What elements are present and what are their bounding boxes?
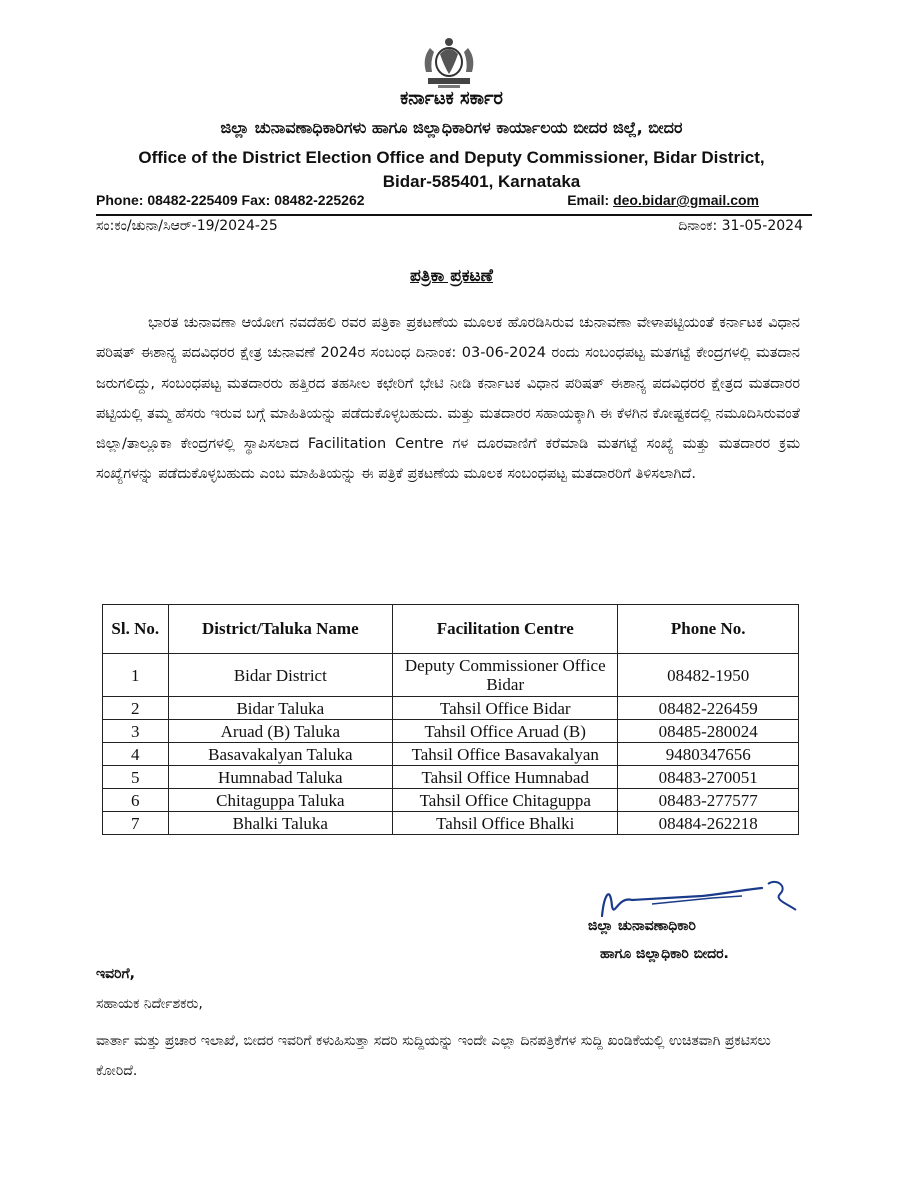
table-row xyxy=(103,720,799,743)
recipient-salutation: ಇವರಿಗೆ, xyxy=(96,966,135,982)
heading-text: ಪತ್ರಿಕಾ ಪ್ರಕಟಣೆ xyxy=(410,266,493,286)
cell-phone: 08483-270051 xyxy=(618,766,799,789)
cell-slno: 4 xyxy=(103,743,169,766)
cell-name: Basavakalyan Taluka xyxy=(168,743,393,766)
cell-phone: 08483-277577 xyxy=(618,789,799,812)
email-block xyxy=(567,192,759,208)
cell-centre: Tahsil Office Chitaguppa xyxy=(393,789,618,812)
cell-phone: 08485-280024 xyxy=(618,720,799,743)
recipient-department: ವಾರ್ತಾ ಮತ್ತು ಪ್ರಚಾರ ಇಲಾಖೆ, ಬೀದರ ಇವರಿಗೆ ಕಳುಹಿಸುತ್ತಾ ಸದರಿ ಸುದ್ದಿಯನ್ನು ಇಂದೇ ಎಲ್ಲಾ ದಿನಪತ್ರಿಕೆಗಳ ಸುದ್ದಿ ಖಂಡಿಕೆಯಲ್ಲಿ ಉಚಿತವಾಗಿ ಪ್ರಕಟಿಸಲು ಕೋರಿದೆ. xyxy=(96,1033,771,1079)
reference-number: ಸಂ:ಕಂ/ಚುನಾ/ಸಿಆರ್-19/2024-25 xyxy=(96,218,278,234)
table-row xyxy=(103,789,799,812)
body-paragraph: ಭಾರತ ಚುನಾವಣಾ ಆಯೋಗ ನವದೆಹಲಿ ರವರ ಪತ್ರಿಕಾ ಪ್ರಕಟಣೆಯ ಮೂಲಕ ಹೊರಡಿಸಿರುವ ಚುನಾವಣಾ ವೇಳಾಪಟ್ಟಿಯಂತೆ ಕರ್ನಾಟಕ ವಿಧಾನ ಪರಿಷತ್ ಈಶಾನ್ಯ ಪದವಿಧರರ ಕ್ಷೇತ್ರ ಚುನಾವಣೆ 2024ರ ಸಂಬಂಧ ದಿನಾಂಕ: 03-06-2024 ರಂದು ಸಂಬಂಧಪಟ್ಟ ಮತಗಟ್ಟೆ ಕೇಂದ್ರಗಳಲ್ಲಿ ಮತದಾನ ಜರುಗಲಿದ್ದು, ಸಂಬಂಧಪಟ್ಟ ಮತದಾರರು ಹತ್ತಿರದ ತಹಸೀಲ ಕಛೇರಿಗೆ ಭೇಟಿ ನೀಡಿ ಕರ್ನಾಟಕ ವಿಧಾನ ಪರಿಷತ್ ಈಶಾನ್ಯ ಪದವಿಧರರ ಕ್ಷೇತ್ರದ ಮತದಾರರ ಪಟ್ಟಿಯಲ್ಲಿ ತಮ್ಮ ಹೆಸರು ಇರುವ ಬಗ್ಗೆ ಮಾಹಿತಿಯನ್ನು ಪಡೆದುಕೊಳ್ಳಬಹುದು. ಮತ್ತು ಮತದಾರರ ಸಹಾಯಕ್ಕಾಗಿ ಈ ಕೆಳಗಿನ ಕೋಷ್ಟಕದಲ್ಲಿ ನಮೂದಿಸಿರುವಂತೆ ಜಿಲ್ಲಾ/ತಾಲ್ಲೂಕಾ ಕೇಂದ್ರಗಳಲ್ಲಿ ಸ್ಥಾಪಿಸಲಾದ Facilitation Centre ಗಳ ದೂರವಾಣಿಗೆ ಕರೆಮಾಡಿ ಮತಗಟ್ಟೆ ಸಂಖ್ಯೆ ಮತ್ತು ಮತದಾರರ ಕ್ರಮ ಸಂಖ್ಯೆಗಳನ್ನು ಪಡೆದುಕೊಳ್ಳಬಹುದು ಎಂಬ ಮಾಹಿತಿಯನ್ನು ಈ ಪತ್ರಿಕೆ ಪ್ರಕಟಣೆಯ ಮೂಲಕ ಸಂಬಂಧಪಟ್ಟ ಮತದಾರರಿಗೆ ತಿಳಿಸಲಾಗಿದೆ. xyxy=(96,315,800,483)
cell-slno: 7 xyxy=(103,812,169,835)
table-row xyxy=(103,654,799,697)
cell-centre: Tahsil Office Humnabad xyxy=(393,766,618,789)
letter-date: ದಿನಾಂಕ: 31-05-2024 xyxy=(678,218,803,234)
office-address: Bidar-585401, Karnataka xyxy=(382,172,581,191)
cell-phone: 08482-1950 xyxy=(618,654,799,697)
email-link[interactable]: deo.bidar@gmail.com xyxy=(613,192,759,208)
karnataka-emblem-icon xyxy=(418,32,480,94)
table-row xyxy=(103,766,799,789)
cell-phone: 9480347656 xyxy=(618,743,799,766)
table-row xyxy=(103,812,799,835)
phone-fax: Phone: 08482-225409 Fax: 08482-225262 xyxy=(96,192,365,208)
table-header-row xyxy=(103,605,799,654)
cell-slno: 1 xyxy=(103,654,169,697)
email-label: Email: xyxy=(567,192,610,208)
govt-title: ಕರ್ನಾಟಕ ಸರ್ಕಾರ xyxy=(400,88,503,109)
cell-centre: Tahsil Office Bhalki xyxy=(393,812,618,835)
cell-name: Bidar Taluka xyxy=(168,697,393,720)
cell-slno: 2 xyxy=(103,697,169,720)
document-heading xyxy=(0,266,903,286)
table-row xyxy=(103,743,799,766)
cell-slno: 5 xyxy=(103,766,169,789)
cell-centre: Tahsil Office Basavakalyan xyxy=(393,743,618,766)
cell-phone: 08482-226459 xyxy=(618,697,799,720)
header-divider xyxy=(96,214,812,216)
cell-phone: 08484-262218 xyxy=(618,812,799,835)
table-row xyxy=(103,697,799,720)
signatory-designation: ಹಾಗೂ ಜಿಲ್ಲಾಧಿಕಾರಿ ಬೀದರ. xyxy=(600,946,729,962)
col-header-phone: Phone No. xyxy=(618,605,799,654)
office-title-english: Office of the District Election Office and Deputy Commissioner, Bidar District, xyxy=(138,148,765,167)
cell-slno: 3 xyxy=(103,720,169,743)
cell-name: Humnabad Taluka xyxy=(168,766,393,789)
cell-name: Aruad (B) Taluka xyxy=(168,720,393,743)
office-title-kannada: ಜಿಲ್ಲಾ ಚುನಾವಣಾಧಿಕಾರಿಗಳು ಹಾಗೂ ಜಿಲ್ಲಾಧಿಕಾರಿಗಳ ಕಾರ್ಯಾಲಯ ಬೀದರ ಜಿಲ್ಲೆ, ಬೀದರ xyxy=(220,118,683,137)
cell-centre: Tahsil Office Bidar xyxy=(393,697,618,720)
recipient-name: ಸಹಾಯಕ ನಿರ್ದೇಶಕರು, xyxy=(96,996,203,1012)
cell-name: Chitaguppa Taluka xyxy=(168,789,393,812)
cell-name: Bhalki Taluka xyxy=(168,812,393,835)
cell-name: Bidar District xyxy=(168,654,393,697)
col-header-name: District/Taluka Name xyxy=(168,605,393,654)
facilitation-centre-table xyxy=(102,604,799,835)
signatory-title: ಜಿಲ್ಲಾ ಚುನಾವಣಾಧಿಕಾರಿ xyxy=(588,918,696,934)
col-header-centre: Facilitation Centre xyxy=(393,605,618,654)
cell-slno: 6 xyxy=(103,789,169,812)
cell-centre: Deputy Commissioner Office Bidar xyxy=(393,654,618,697)
col-header-slno: Sl. No. xyxy=(103,605,169,654)
cell-centre: Tahsil Office Aruad (B) xyxy=(393,720,618,743)
